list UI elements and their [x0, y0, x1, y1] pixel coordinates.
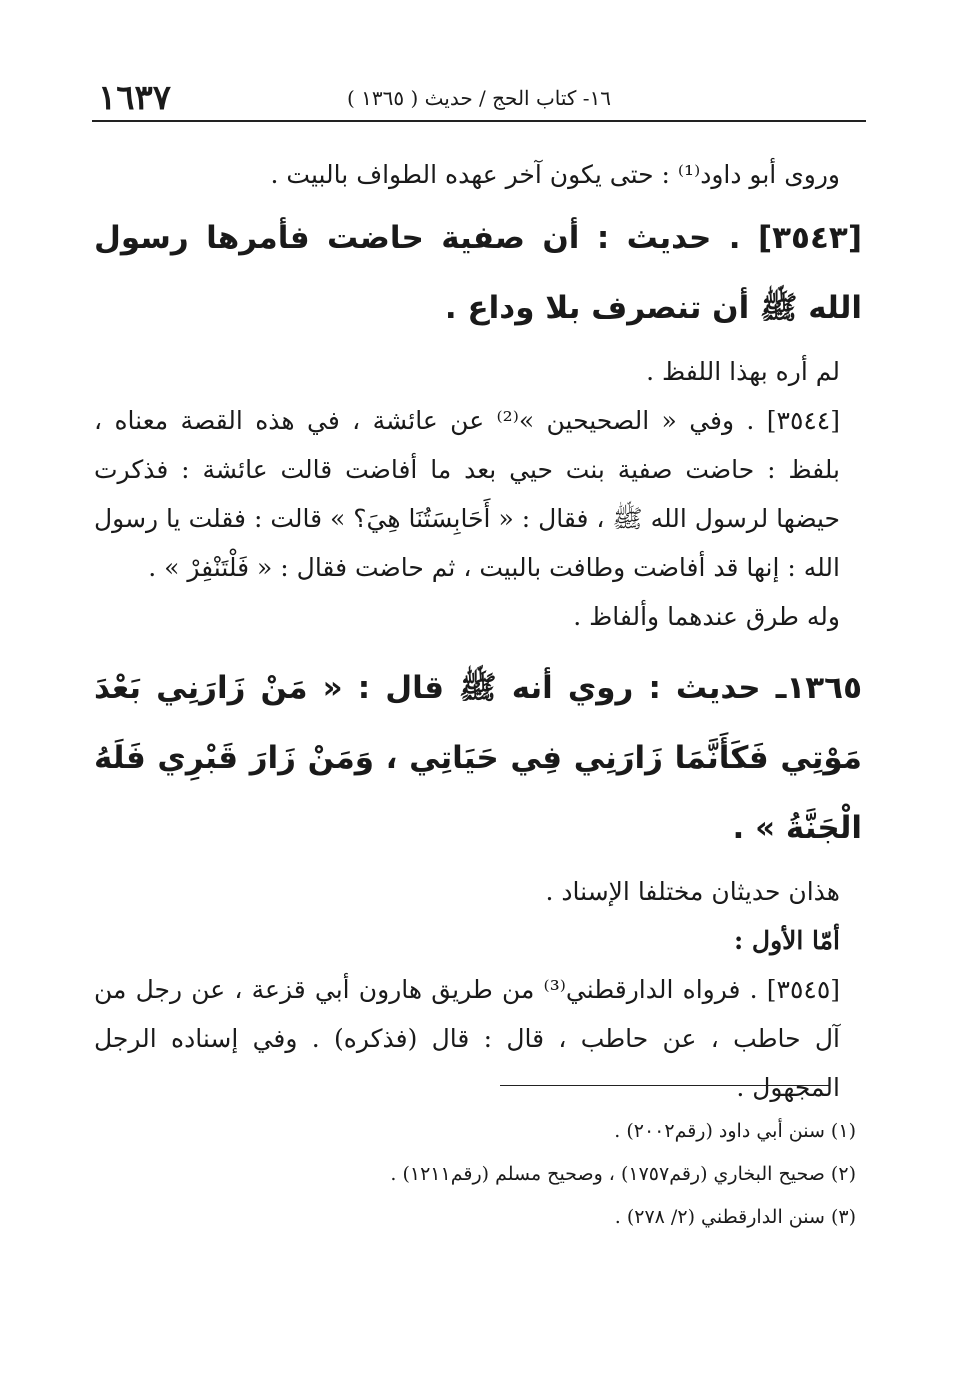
paragraph-3544: [٣٥٤٤] . وفي « الصحيحين »⁽²⁾ عن عائشة ، في هذه القصة معناه ، بلفظ : حاضت صفية بنت حيي بعد ما أفاضت قالت عائشة : فذكرت حيضها لرسول الله ﷺ ، فقال : « أَحَابِسَتُنَا هِيَ؟ » قالت : فقلت يا رسول الله : إنها قد أفاضت وطافت بالبيت ، ثم حاضت فقال : « فَلْتَنْفِرْ » . [94, 406, 840, 582]
paragraph-abu-dawud: وروى أبو داود⁽¹⁾ : حتى يكون آخر عهده الطواف بالبيت . [270, 160, 840, 189]
main-text [94, 150, 862, 1112]
paragraph-not-seen: لم أره بهذا اللفظ . [646, 357, 840, 386]
paragraph-other-routes: وله طرق عندهما وألفاظ . [573, 602, 840, 631]
paragraph-two-hadiths: هذان حديثان مختلفا الإسناد . [545, 877, 840, 906]
running-title: ١٦- كتاب الحج / حديث ( ١٣٦٥ ) [346, 86, 612, 110]
paragraph-3545: [٣٥٤٥] . فرواه الدارقطني⁽³⁾ من طريق هارون أبي قزعة ، عن رجل من آل حاطب ، عن حاطب ، قال : قال (فذكره) . وفي إسناده الرجل المجهول . [94, 975, 841, 1102]
footnote-3: (٣) سنن الدارقطني (٢/ ٢٧٨) . [614, 1206, 856, 1228]
footnotes [94, 1110, 856, 1239]
footnote-2: (٢) صحيح البخاري (رقم١٧٥٧) ، وصحيح مسلم (رقم١٢١١) . [390, 1163, 856, 1185]
hadith-heading-3543: [٣٥٤٣] . حديث : أن صفية حاضت فأمرها رسول الله ﷺ أن تنصرف بلا وداع . [94, 220, 862, 326]
page-number: ١٦٣٧ [98, 78, 172, 118]
page-header [92, 70, 866, 122]
footnote-separator [500, 1085, 830, 1086]
subheading-first: أمّا الأول : [733, 926, 840, 955]
footnote-1: (١) سنن أبي داود (رقم٢٠٠٢) . [614, 1120, 856, 1142]
hadith-heading-1365: ١٣٦٥ـ حديث : روي أنه ﷺ قال : « مَنْ زَارَنِي بَعْدَ مَوْتِي فَكَأَنَّمَا زَارَنِي فِي حَيَاتِي ، وَمَنْ زَارَ قَبْرِي فَلَهُ الْجَنَّةُ » . [94, 670, 862, 846]
